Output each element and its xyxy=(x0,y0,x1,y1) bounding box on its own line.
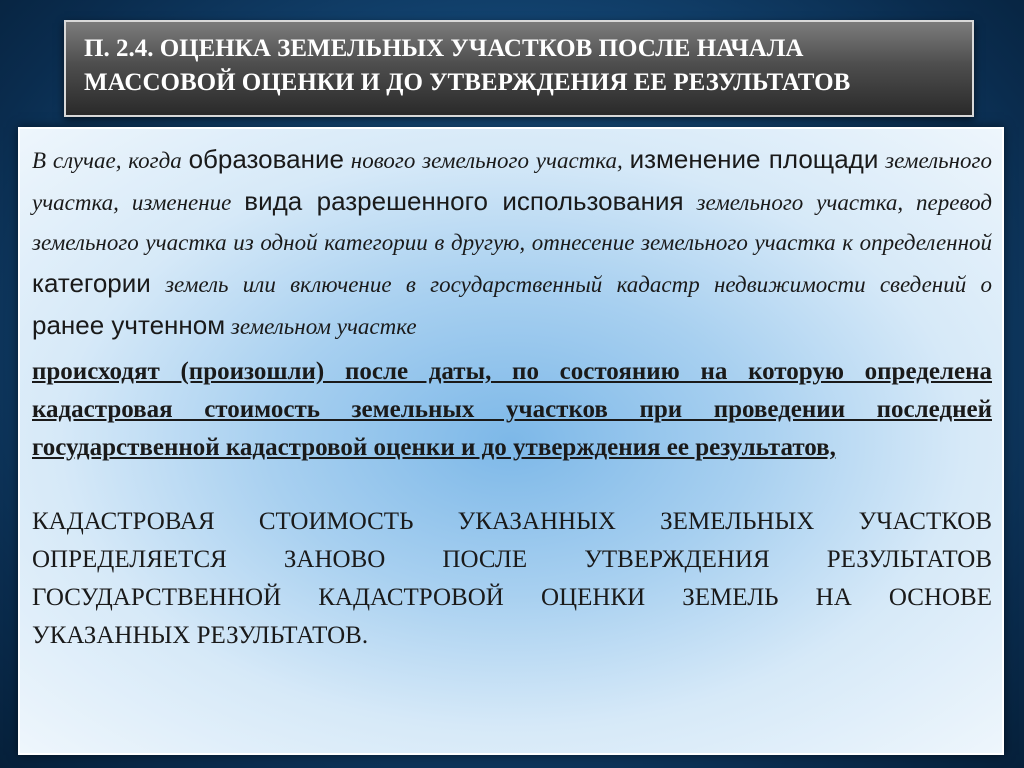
paragraph-conclusion: КАДАСТРОВАЯ СТОИМОСТЬ УКАЗАННЫХ ЗЕМЕЛЬНЫХ УЧАСТКОВ ОПРЕДЕЛЯЕТСЯ ЗАНОВО ПОСЛЕ УТВЕРЖДЕНИЯ РЕЗУЛЬТАТОВ ГОСУДАРСТВЕННОЙ КАДАСТРОВОЙ ОЦЕНКИ ЗЕМЕЛЬ НА ОСНОВЕ УКАЗАННЫХ РЕЗУЛЬТАТОВ. xyxy=(32,508,992,649)
text-fragment: образование xyxy=(188,144,344,174)
paragraph-conditions xyxy=(32,139,992,347)
paragraph-timing: происходят (произошли) после даты, по состоянию на которую определена кадастровая стоимость земельных участков при проведении последней государственной кадастровой оценки и до утверждения ее результатов, xyxy=(32,358,992,461)
text-fragment: земель или включение в государственный кадастр недвижимости сведений о xyxy=(150,272,992,297)
text-fragment: изменение площади xyxy=(629,144,879,174)
text-fragment: В случае, когда xyxy=(32,148,189,173)
text-fragment: ранее учтенном xyxy=(32,310,226,340)
text-fragment: категории xyxy=(32,268,151,298)
content-panel xyxy=(18,127,1004,755)
text-fragment: земельном участке xyxy=(225,314,417,339)
text-fragment: вида разрешенного использования xyxy=(244,186,684,216)
slide-title: П. 2.4. ОЦЕНКА ЗЕМЕЛЬНЫХ УЧАСТКОВ ПОСЛЕ НАЧАЛА МАССОВОЙ ОЦЕНКИ И ДО УТВЕРЖДЕНИЯ ЕЕ РЕЗУЛЬТАТОВ xyxy=(64,20,974,117)
text-fragment: земельного участка, перевод земельного участка из одной категории в другую, отнесение земельного участка к определенной xyxy=(32,190,992,255)
text-fragment: земельного участка, изменение xyxy=(32,148,992,215)
text-fragment: нового земельного участка, xyxy=(343,148,630,173)
